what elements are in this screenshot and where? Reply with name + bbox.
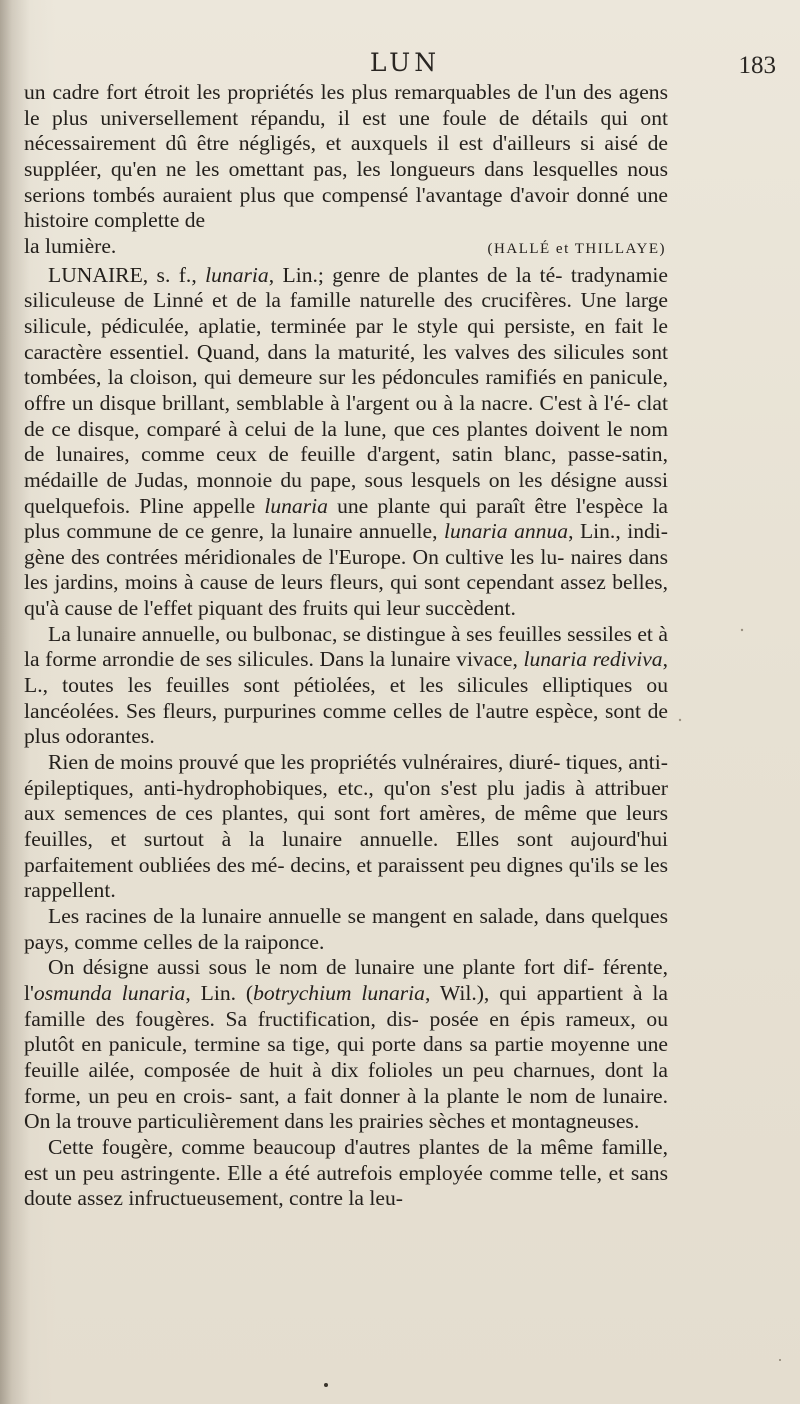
text-run: , Lin.; genre de plantes de la té- — [268, 262, 563, 287]
text-line: annuelle. Elles sont aujourd'hui parfaitement oubliées des mé- — [24, 827, 668, 877]
article-body — [24, 80, 668, 1212]
text-line: porte dans sa partie moyenne une feuille ailée, composée de huit — [24, 1032, 668, 1082]
paragraph-racines — [24, 904, 668, 955]
text-line: qui leur succèdent. — [353, 596, 516, 621]
text-line: le style qui persiste, en fait le caractère essentiel. Quand, dans — [24, 313, 668, 364]
text-line: détails qui ont nécessairement dû être négligés, et auxquels il — [24, 105, 668, 156]
page-header — [0, 46, 800, 82]
text-line: Cette fougère, comme beaucoup d'autres plantes de la même — [48, 1134, 594, 1159]
text-line: crucifères. Une large silicule, pédiculée, aplatie, terminée par — [24, 288, 668, 338]
text-line: posée en épis rameux, ou plutôt en panicule, termine sa tige, qui — [24, 1006, 668, 1057]
text-line: Les racines de la lunaire annuelle se mangent en salade, — [48, 904, 539, 928]
text-line: et les silicules elliptiques ou lancéolées. Ses fleurs, purpurines — [24, 673, 668, 723]
ink-speck — [779, 1359, 781, 1361]
text-run: , L., toutes les feuilles sont pétiolées, — [24, 647, 668, 698]
latin-term: lunaria rediviva — [523, 647, 663, 672]
text-line: clat de ce disque, comparé à celui de la lune, que ces plantes — [24, 390, 668, 441]
latin-term: osmunda lunaria — [33, 980, 186, 1005]
text-line: On désigne aussi sous le nom de lunaire une plante fort dif- — [48, 955, 595, 980]
text-line: sant, a fait donner à la plante le nom de lunaire. On la trouve — [24, 1083, 669, 1134]
text-line: comme telle, et sans doute assez infructueusement, contre la leu- — [24, 1160, 669, 1211]
page-number: 183 — [738, 52, 776, 79]
text-run: de ce genre, la lunaire annuelle, — [158, 519, 444, 544]
text-line: compensé l'avantage d'avoir donné une histoire complette de — [24, 182, 669, 233]
text-line: sous lesquels on les désigne aussi quelquefois. Pline appelle — [24, 467, 668, 518]
text-line: sessiles et à la forme arrondie de ses silicules. Dans la lunaire — [24, 621, 668, 672]
text-run: férente, l' — [24, 955, 668, 1005]
text-line: naires dans les jardins, moins à cause de leurs fleurs, qui sont — [24, 544, 668, 595]
paragraph-fougere — [24, 1135, 668, 1212]
closing-line — [24, 234, 668, 263]
text-line: doivent le nom de lunaires, comme ceux de feuille d'argent, — [24, 416, 668, 467]
latin-term: lunaria annua — [444, 519, 569, 544]
text-line: satin blanc, passe-satin, médaille de Judas, monnoie du pape, — [24, 442, 669, 492]
text-run: , Lin. ( — [185, 980, 254, 1005]
text-run: , Lin., indi- — [568, 519, 668, 544]
text-line: cependant assez belles, qu'à cause de l'effet piquant des fruits — [24, 570, 668, 621]
continued-paragraph — [24, 80, 668, 234]
text-line: tradynamie siliculeuse de Linné et de la famille naturelle des — [24, 262, 668, 313]
text-line: est d'ailleurs si aisé de suppléer, qu'en ne les omettant pas, les — [24, 131, 668, 181]
text-line: plu jadis à attribuer aux semences de ces plantes, qui sont fort — [24, 775, 668, 826]
text-line: longueurs dans lesquelles nous serions tombés auraient plus que — [24, 156, 668, 207]
text-line: particulièrement dans les prairies sèches et montagneuses. — [137, 1109, 640, 1134]
text-run: une plante qui paraît être l'espèce la plus commune — [24, 493, 668, 544]
ink-speck — [741, 629, 743, 631]
running-title: LUN — [369, 48, 441, 77]
text-run: , Wil.), — [424, 980, 490, 1005]
text-line: un cadre fort étroit les propriétés les plus remarquables de l'un — [24, 80, 577, 104]
text-line: qui appartient à la famille des fougères. Sa fructification, dis- — [24, 980, 668, 1031]
text-line: dans quelques pays, comme celles de la raiponce. — [24, 904, 669, 954]
text-line: gène des contrées méridionales de l'Europe. On cultive les lu- — [24, 544, 565, 569]
entry-lunaire — [24, 263, 668, 622]
text-line: qui demeure sur les pédoncules ramifiés en panicule, offre un — [24, 365, 668, 415]
ink-speck — [324, 1383, 328, 1387]
text-run: vivace, — [456, 647, 524, 672]
paragraph-lunaire-annuelle — [24, 622, 668, 750]
text-line: tiques, anti-épileptiques, anti-hydrophobiques, etc., qu'on s'est — [24, 750, 668, 800]
paragraph-osmunda — [24, 955, 668, 1135]
text-line: disque brillant, semblable à l'argent ou à la nacre. C'est à l'é- — [99, 390, 631, 415]
entry-headword: LUNAIRE — [48, 262, 143, 287]
latin-term: lunaria — [205, 262, 269, 287]
text-line: Rien de moins prouvé que les propriétés vulnéraires, diuré- — [48, 750, 561, 775]
text-line: comme celles de l'autre espèce, sont de plus odorantes. — [24, 698, 668, 749]
text-line: La lunaire annuelle, ou bulbonac, se distingue à ses feuilles — [48, 621, 562, 646]
text-line: la maturité, les valves des silicules sont tombées, la cloison, — [24, 339, 669, 390]
paragraph-proprietes — [24, 750, 668, 904]
text-line: amères, de même que leurs feuilles, et surtout à la lunaire — [24, 801, 668, 852]
latin-term: botrychium lunaria — [253, 980, 425, 1005]
ink-speck — [679, 719, 681, 721]
text-line: des agens le plus universellement répandu, il est une foule de — [24, 80, 668, 130]
text-line: famille, est un peu astringente. Elle a été autrefois employée — [24, 1134, 668, 1185]
text-run: , s. f., — [142, 262, 206, 287]
text-line: la lumière. — [24, 233, 117, 258]
latin-term: lunaria — [264, 493, 328, 518]
author-attribution: (HALLÉ et THILLAYE) — [487, 240, 666, 257]
text-line: à dix folioles un peu charnues, dont la forme, un peu en crois- — [24, 1057, 668, 1108]
text-line: decins, et paraissent peu dignes qu'ils se les rappellent. — [24, 852, 668, 903]
